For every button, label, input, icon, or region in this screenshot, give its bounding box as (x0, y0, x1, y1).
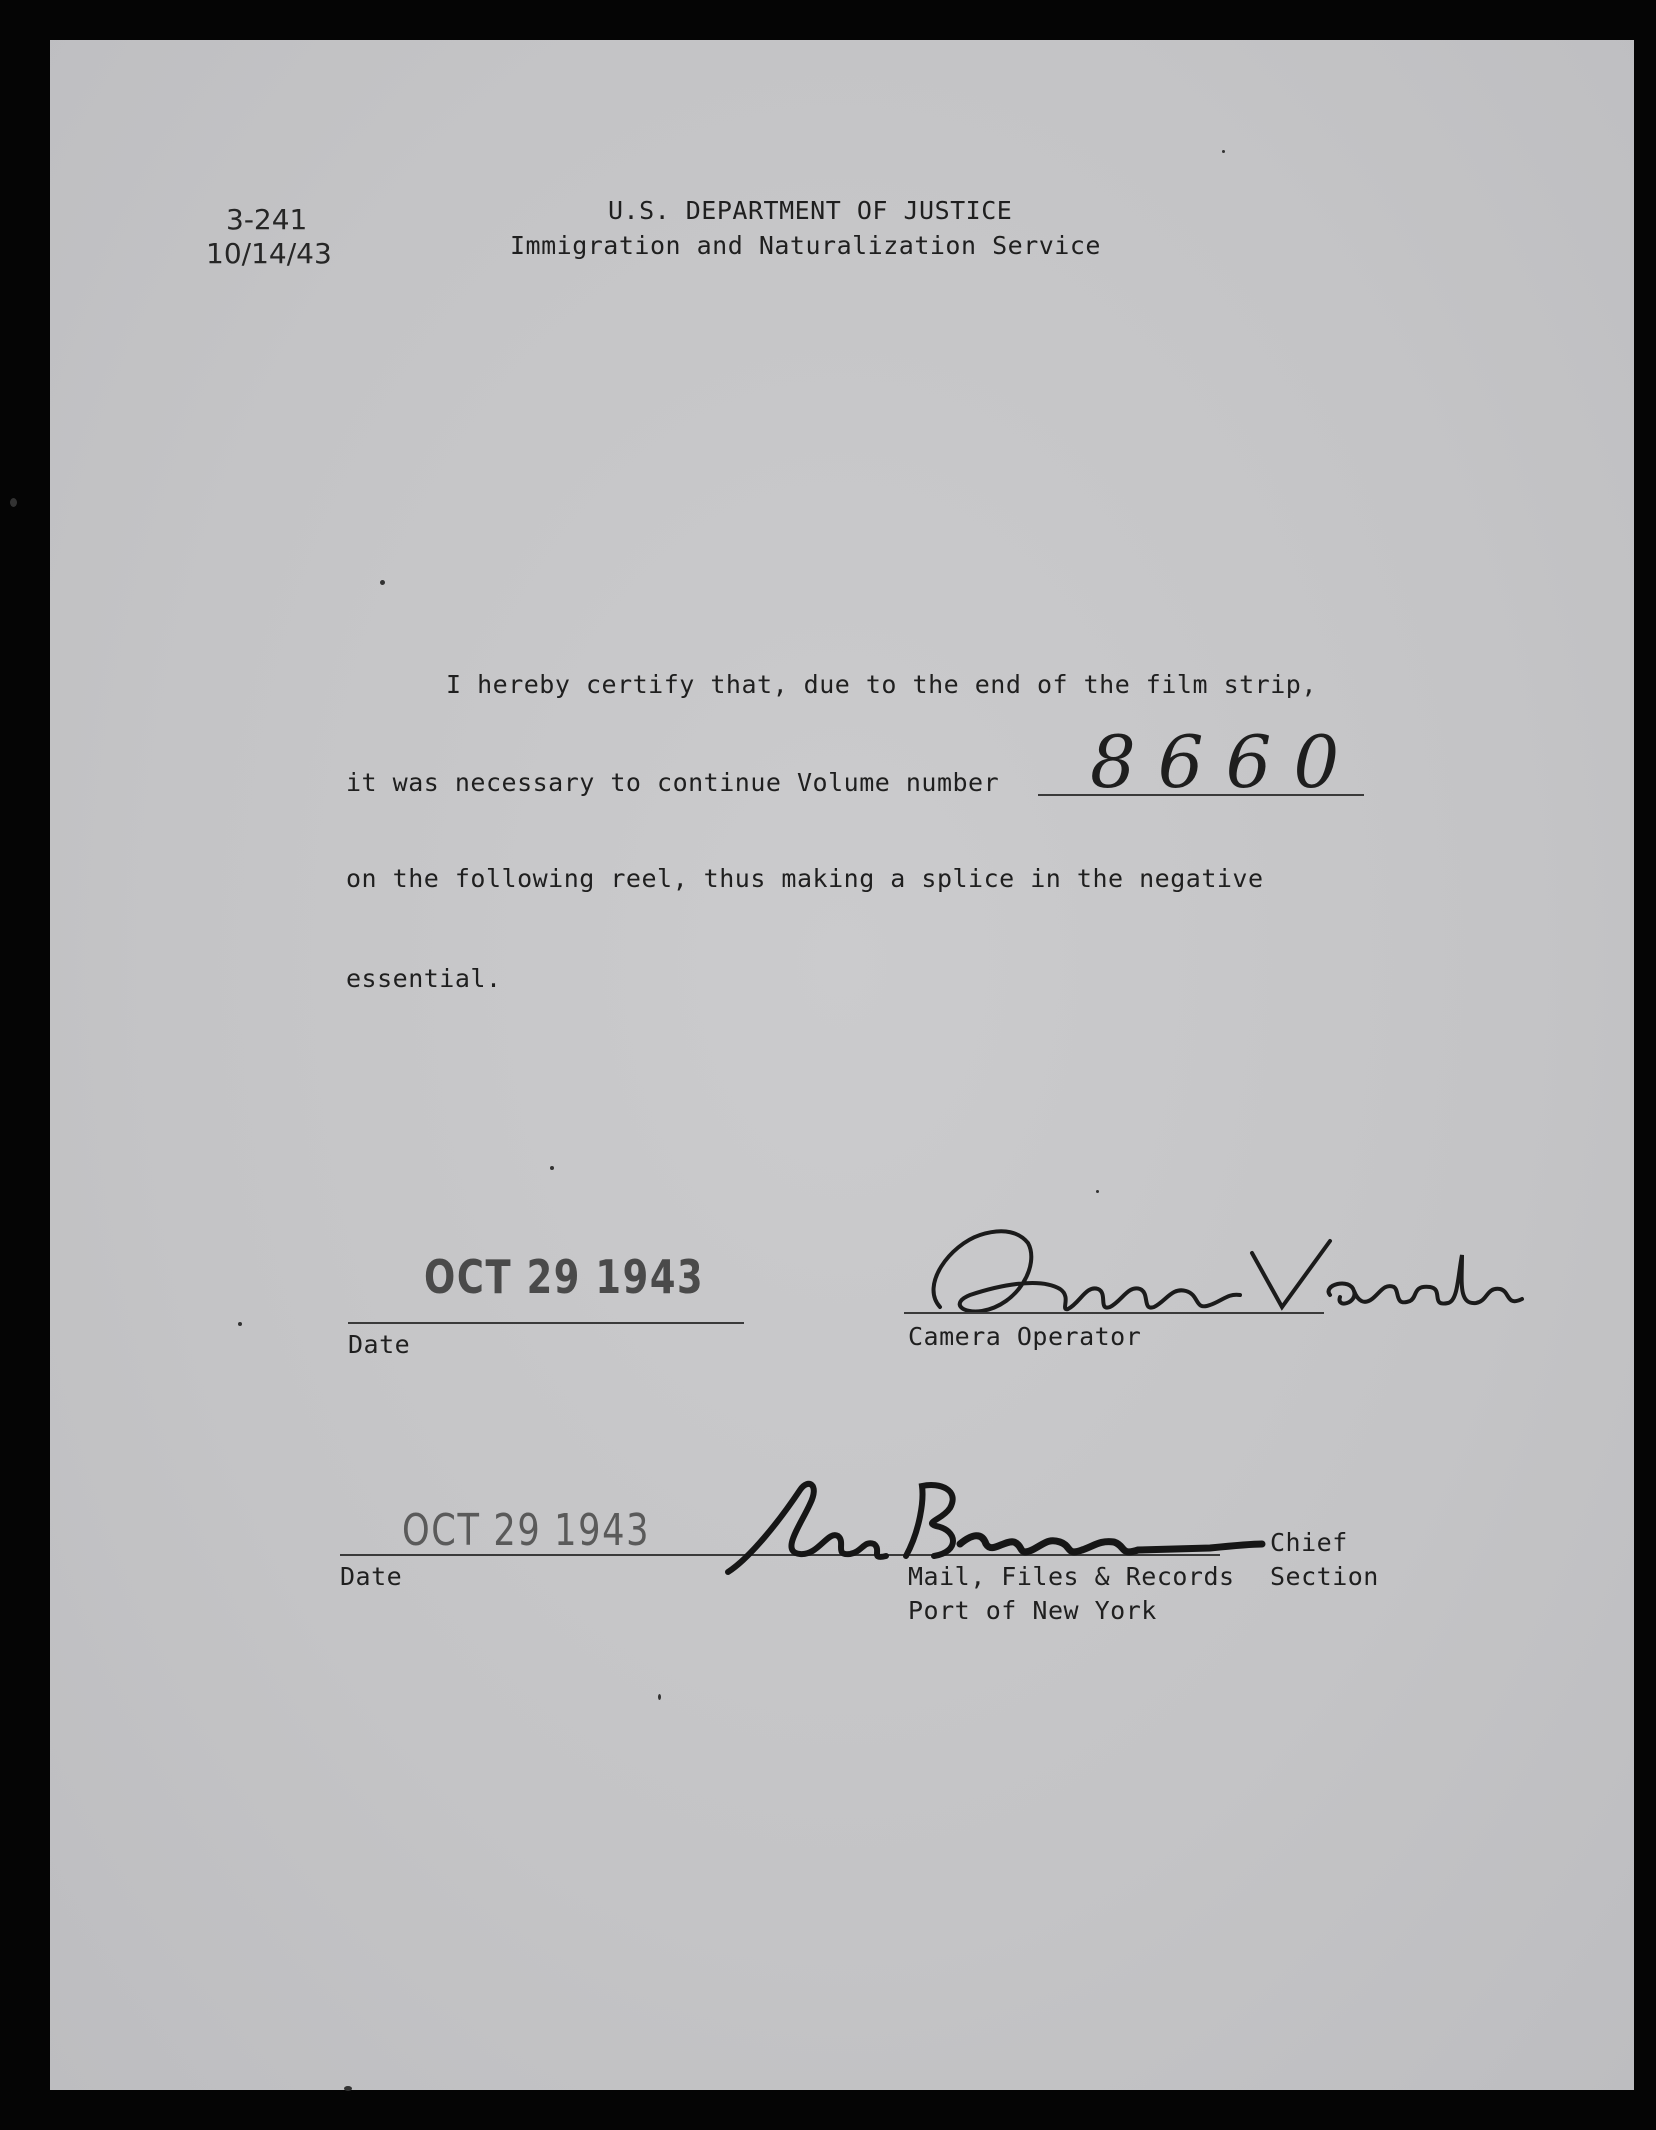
body-line-2: it was necessary to continue Volume number (346, 768, 1000, 797)
body-line-4: essential. (346, 964, 502, 993)
department-name: Mail, Files & Records (908, 1562, 1235, 1591)
date-label-2: Date (340, 1562, 403, 1591)
scan-speck (1096, 1190, 1099, 1193)
scan-speck (238, 1322, 242, 1326)
body-line-1: I hereby certify that, due to the end of the film strip, (446, 670, 1317, 699)
volume-number: 8660 (1090, 720, 1362, 804)
date-stamp-2: OCT 29 1943 (402, 1505, 651, 1556)
camera-operator-line (904, 1312, 1324, 1314)
scan-speck (10, 498, 17, 507)
section-label: Section (1270, 1562, 1379, 1591)
scan-speck (658, 1694, 661, 1700)
document-page (50, 40, 1634, 2090)
camera-operator-signature (910, 1215, 1530, 1325)
port-location: Port of New York (908, 1596, 1157, 1625)
form-number: 3-241 (226, 203, 308, 236)
date-line-1 (348, 1322, 744, 1324)
scan-speck (1222, 150, 1225, 153)
scan-speck (550, 1166, 554, 1170)
service-heading: Immigration and Naturalization Service (510, 231, 1101, 260)
scan-speck (380, 580, 385, 585)
agency-heading: U.S. DEPARTMENT OF JUSTICE (608, 196, 1013, 225)
body-line-3: on the following reel, thus making a splice in the negative (346, 864, 1264, 893)
camera-operator-label: Camera Operator (908, 1322, 1142, 1351)
form-date: 10/14/43 (206, 237, 332, 270)
chief-title: Chief (1270, 1528, 1348, 1557)
scan-speck (344, 2086, 352, 2091)
date-stamp-1: OCT 29 1943 (424, 1250, 705, 1304)
date-label-1: Date (348, 1330, 411, 1359)
